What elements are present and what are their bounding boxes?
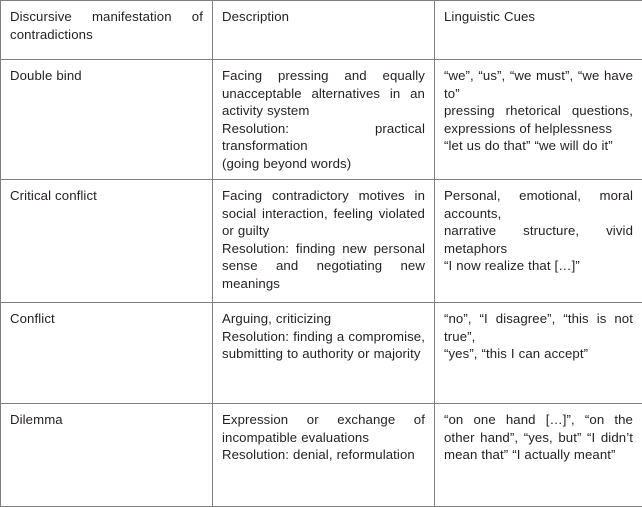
cue-line: “we”, “us”, “we must”, “we have to”	[444, 67, 633, 102]
column-header-description	[213, 1, 435, 60]
description-line: Resolution: practical transformation	[222, 120, 425, 155]
cue-line: “I now realize that […]”	[444, 257, 633, 275]
column-header-linguistic-cues-text: Linguistic Cues	[444, 8, 633, 26]
table-row	[1, 303, 642, 404]
table-row	[1, 180, 642, 303]
cue-line: “yes”, “this I can accept”	[444, 345, 633, 363]
description-line: Expression or exchange of incompatible evaluations	[222, 411, 425, 446]
cue-line: pressing rhetorical questions, expressions of helplessness	[444, 102, 633, 137]
cell-cues-dilemma	[435, 404, 642, 507]
cell-manifestation-double-bind	[1, 60, 213, 180]
cell-cues-conflict	[435, 303, 642, 404]
cue-line: narrative structure, vivid metaphors	[444, 222, 633, 257]
table-header-row	[1, 1, 642, 60]
description-line: Facing contradictory motives in social interaction, feeling violated or guilty	[222, 187, 425, 240]
cue-line: “let us do that” “we will do it”	[444, 137, 633, 155]
table-row	[1, 404, 642, 507]
cell-description-dilemma	[213, 404, 435, 507]
description-line: Arguing, criticizing	[222, 310, 425, 328]
cell-manifestation-dilemma	[1, 404, 213, 507]
description-line: Resolution: finding a compromise, submitting to authority or majority	[222, 328, 425, 363]
column-header-linguistic-cues	[435, 1, 642, 60]
cell-cues-critical-conflict	[435, 180, 642, 303]
cell-manifestation-conflict	[1, 303, 213, 404]
manifestation-label: Conflict	[10, 310, 203, 328]
cell-description-critical-conflict	[213, 180, 435, 303]
cue-line: “no”, “I disagree”, “this is not true”,	[444, 310, 633, 345]
description-line: Resolution: denial, reformulation	[222, 446, 425, 464]
description-line: Facing pressing and equally unacceptable alternatives in an activity system	[222, 67, 425, 120]
cell-manifestation-critical-conflict	[1, 180, 213, 303]
description-line: Resolution: finding new personal sense and negotiating new meanings	[222, 240, 425, 293]
column-header-manifestation	[1, 1, 213, 60]
column-header-manifestation-text: Discursive manifestation of contradictions	[10, 8, 203, 43]
table-row	[1, 60, 642, 180]
cell-description-double-bind	[213, 60, 435, 180]
cue-line: Personal, emotional, moral accounts,	[444, 187, 633, 222]
manifestation-label: Dilemma	[10, 411, 203, 429]
cue-line: “on one hand […]”, “on the other hand”, “yes, but” “I didn’t mean that” “I actually meant”	[444, 411, 633, 464]
cell-description-conflict	[213, 303, 435, 404]
manifestation-label: Critical conflict	[10, 187, 203, 205]
manifestation-label: Double bind	[10, 67, 203, 85]
cell-cues-double-bind	[435, 60, 642, 180]
description-line: (going beyond words)	[222, 155, 425, 173]
column-header-description-text: Description	[222, 8, 425, 26]
